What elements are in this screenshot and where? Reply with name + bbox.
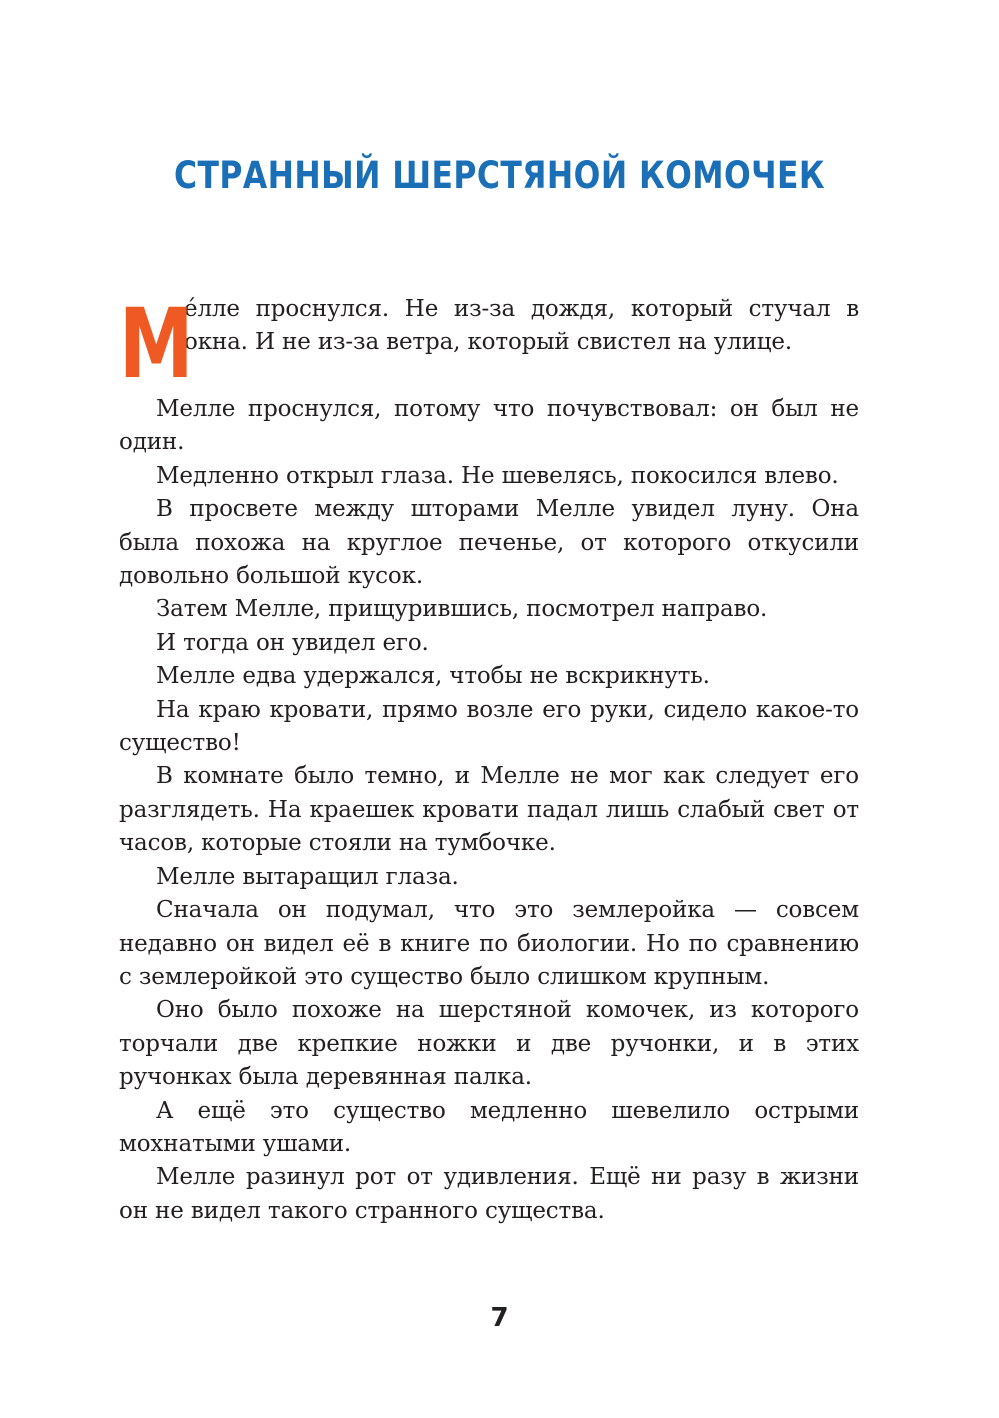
paragraph: Мелле едва удержался, чтобы не вскрикнуть. [156, 663, 710, 690]
paragraph: Мелле вытаращил глаза. [156, 863, 459, 890]
drop-cap: М [119, 288, 194, 400]
paragraph: Мелле разинул рот от удивления. Ещё ни разу в жизни он не видел такого странного существа. [119, 1164, 859, 1224]
chapter-title: СТРАННЫЙ ШЕРСТЯНОЙ КОМОЧЕК [173, 154, 826, 197]
paragraph: На краю кровати, прямо возле его руки, сидело какое-то существо! [119, 696, 859, 757]
paragraph: И тогда он увидел его. [156, 629, 429, 656]
paragraph: В просвете между шторами Мелле увидел луну. Она была похожа на круглое печенье, от которого откусили довольно большой кусок. [119, 496, 859, 590]
paragraph: Оно было похоже на шерстяной комочек, из которого торчали две крепкие ножки и две ручонки, и в этих ручонках была деревянная палка. [119, 997, 859, 1091]
paragraph: Мелле проснулся, потому что почувствовал: он был не один. [119, 396, 859, 456]
first-paragraph [119, 288, 859, 400]
page-number: 7 [490, 1303, 509, 1333]
paragraph: В комнате было темно, и Мелле не мог как следует его разглядеть. На краешек кровати падал лишь слабый свет от часов, которые стояли на тумбочке. [119, 763, 859, 857]
paragraph: Затем Мелле, прищурившись, посмотрел направо. [156, 596, 768, 623]
chapter-text [119, 288, 859, 1228]
paragraph: Медленно открыл глаза. Не шевелясь, покосился влево. [156, 462, 839, 489]
paragraph: А ещё это существо медленно шевелило острыми мохнатыми ушами. [119, 1097, 859, 1157]
first-paragraph-text: е́лле проснулся. Не из-за дождя, который стучал в окна. И не из-за ветра, который свистел на улице. [184, 296, 859, 356]
paragraph: Сначала он подумал, что это землеройка — совсем недавно он видел её в книге по биологии. Но по сравнению с землеройкой это существо было слишком крупным. [119, 897, 859, 990]
